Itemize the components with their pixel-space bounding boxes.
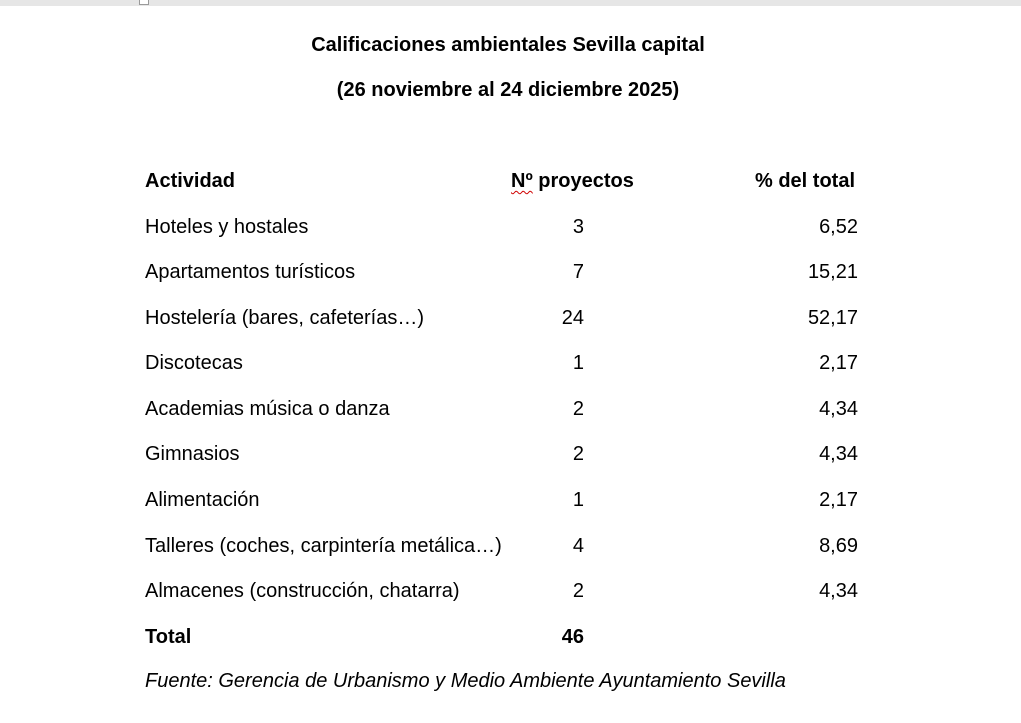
header-activity: Actividad <box>145 170 236 192</box>
row-projects: 7 <box>572 261 584 283</box>
row-activity: Hostelería (bares, cafeterías…) <box>145 307 424 329</box>
page-top-edge <box>0 0 1021 6</box>
margin-corner-mark <box>139 0 149 5</box>
header-projects <box>511 169 634 193</box>
total-projects: 46 <box>561 626 584 648</box>
row-projects: 1 <box>572 489 584 511</box>
header-projects-label: proyectos <box>532 170 634 192</box>
row-activity: Academias música o danza <box>145 398 390 420</box>
row-activity: Talleres (coches, carpintería metálica…) <box>145 535 502 557</box>
row-projects: 4 <box>572 535 584 557</box>
header-percent: % del total <box>755 170 856 192</box>
total-label: Total <box>145 626 192 648</box>
row-activity: Hoteles y hostales <box>145 216 309 238</box>
row-projects: 2 <box>572 580 584 602</box>
document-subtitle-dates: (26 noviembre al 24 diciembre 2025) <box>336 79 680 101</box>
row-activity: Almacenes (construcción, chatarra) <box>145 580 460 602</box>
spellcheck-flag: Nº <box>511 170 533 192</box>
row-activity: Gimnasios <box>145 443 240 465</box>
row-projects: 1 <box>572 352 584 374</box>
row-projects: 24 <box>561 307 584 329</box>
row-percent: 52,17 <box>807 307 858 329</box>
source-note: Fuente: Gerencia de Urbanismo y Medio Ambiente Ayuntamiento Sevilla <box>145 670 786 692</box>
row-projects: 3 <box>572 216 584 238</box>
row-percent: 8,69 <box>819 535 858 557</box>
document-title: Calificaciones ambientales Sevilla capital <box>311 34 705 56</box>
row-percent: 15,21 <box>807 261 858 283</box>
row-percent: 2,17 <box>819 352 858 374</box>
row-projects: 2 <box>572 398 584 420</box>
row-activity: Discotecas <box>145 352 243 374</box>
row-percent: 4,34 <box>819 580 858 602</box>
row-percent: 6,52 <box>819 216 858 238</box>
row-activity: Apartamentos turísticos <box>145 261 356 283</box>
row-percent: 2,17 <box>819 489 858 511</box>
row-activity: Alimentación <box>145 489 260 511</box>
row-percent: 4,34 <box>819 398 858 420</box>
row-projects: 2 <box>572 443 584 465</box>
row-percent: 4,34 <box>819 443 858 465</box>
